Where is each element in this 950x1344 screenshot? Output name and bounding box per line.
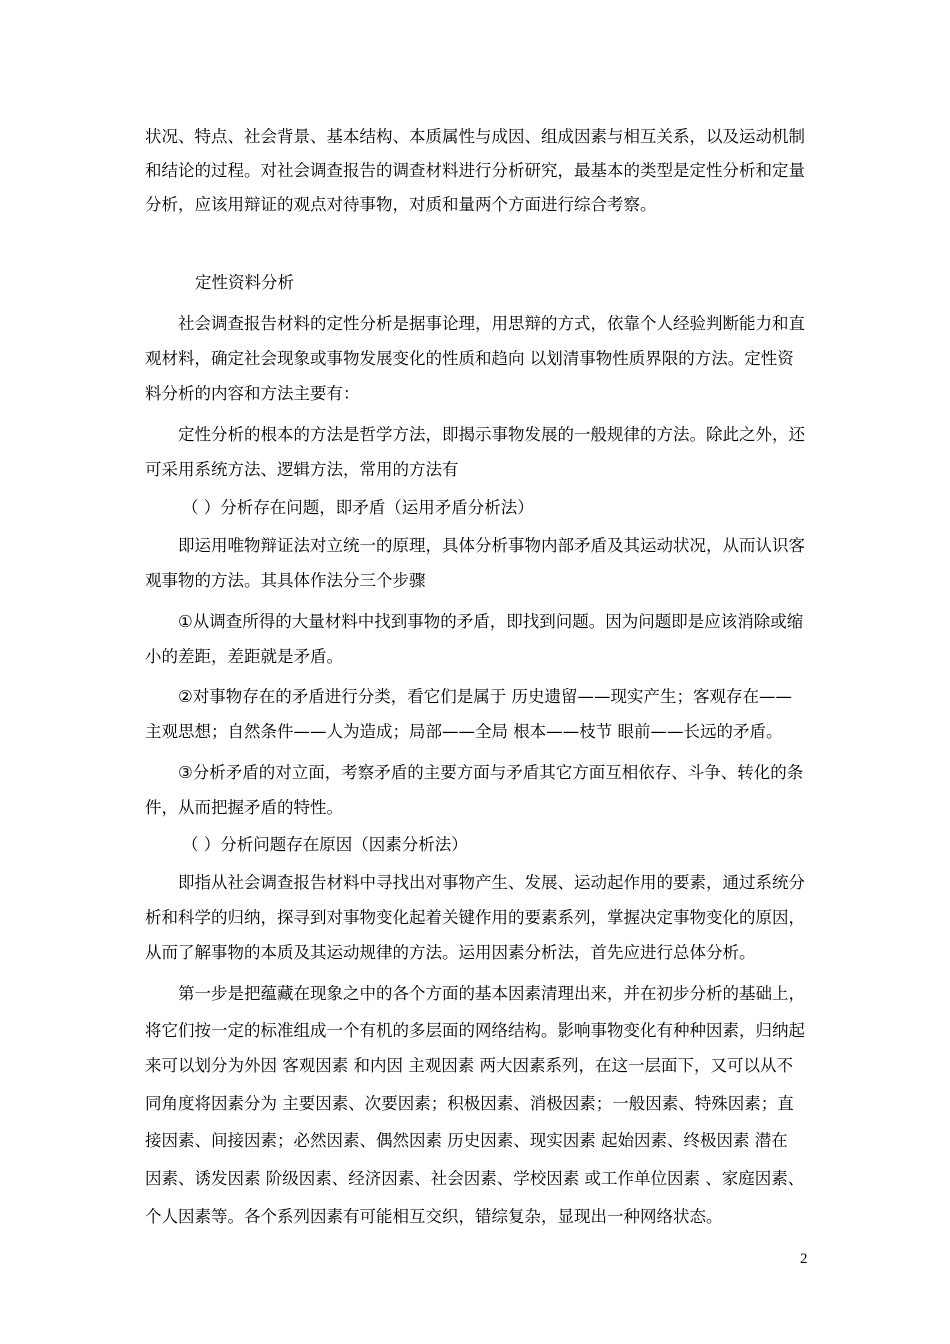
paragraph-line: 社会调查报告材料的定性分析是据事论理，用思辩的方式，依靠个人经验判断能力和直 bbox=[178, 314, 805, 333]
paragraph-line: 和结论的过程。对社会调查报告的调查材料进行分析研究，最基本的类型是定性分析和定量 bbox=[145, 161, 805, 180]
paragraph-line: 个人因素等。各个系列因素有可能相互交织，错综复杂，显现出一种网络状态。 bbox=[145, 1207, 723, 1226]
paragraph-line: 分析，应该用辩证的观点对待事物，对质和量两个方面进行综合考察。 bbox=[145, 195, 657, 214]
paragraph-line: ②对事物存在的矛盾进行分类，看它们是属于 历史遗留——现实产生；客观存在—— bbox=[178, 687, 793, 706]
paragraph-line: 从而了解事物的本质及其运动规律的方法。运用因素分析法，首先应进行总体分析。 bbox=[145, 943, 756, 962]
paragraph-line: 可采用系统方法、逻辑方法，常用的方法有 bbox=[145, 460, 459, 479]
paragraph-line: 析和科学的归纳，探寻到对事物变化起着关键作用的要素系列，掌握决定事物变化的原因， bbox=[145, 908, 805, 927]
paragraph-line: 接因素、间接因素；必然因素、偶然因素 历史因素、现实因素 起始因素、终极因素 潜在 bbox=[145, 1131, 788, 1150]
paragraph-line: 第一步是把蕴藏在现象之中的各个方面的基本因素清理出来，并在初步分析的基础上， bbox=[178, 984, 805, 1003]
paragraph-line: 因素、诱发因素 阶级因素、经济因素、社会因素、学校因素 或工作单位因素 、家庭因素、 bbox=[145, 1169, 805, 1188]
paragraph-line: 主观思想；自然条件——人为造成；局部——全局 根本——枝节 眼前——长远的矛盾。 bbox=[145, 722, 783, 741]
subsection-heading: （ ）分析存在问题，即矛盾（运用矛盾分析法） bbox=[182, 498, 534, 517]
paragraph-line: 观材料，确定社会现象或事物发展变化的性质和趋向 以划清事物性质界限的方法。定性资 bbox=[145, 349, 794, 368]
paragraph-line: 小的差距，差距就是矛盾。 bbox=[145, 647, 343, 666]
paragraph-line: ③分析矛盾的对立面，考察矛盾的主要方面与矛盾其它方面互相依存、斗争、转化的条 bbox=[178, 763, 804, 782]
subsection-heading: （ ）分析问题存在原因（因素分析法） bbox=[182, 835, 468, 854]
paragraph-line: ①从调查所得的大量材料中找到事物的矛盾，即找到问题。因为问题即是应该消除或缩 bbox=[178, 612, 804, 631]
paragraph-line: 同角度将因素分为 主要因素、次要因素；积极因素、消极因素；一般因素、特殊因素；直 bbox=[145, 1094, 794, 1113]
paragraph-line: 即指从社会调查报告材料中寻找出对事物产生、发展、运动起作用的要素，通过系统分 bbox=[178, 873, 805, 892]
paragraph-line: 来可以划分为外因 客观因素 和内因 主观因素 两大因素系列，在这一层面下，又可以从不 bbox=[145, 1056, 793, 1075]
page-number: 2 bbox=[800, 1251, 808, 1267]
paragraph-line: 件，从而把握矛盾的特性。 bbox=[145, 798, 343, 817]
paragraph-line: 定性分析的根本的方法是哲学方法，即揭示事物发展的一般规律的方法。除此之外，还 bbox=[178, 425, 805, 444]
paragraph-line: 状况、特点、社会背景、基本结构、本质属性与成因、组成因素与相互关系，以及运动机制 bbox=[145, 127, 805, 146]
paragraph-line: 即运用唯物辩证法对立统一的原理，具体分析事物内部矛盾及其运动状况，从而认识客 bbox=[178, 536, 805, 555]
paragraph-line: 料分析的内容和方法主要有： bbox=[145, 384, 360, 403]
paragraph-line: 观事物的方法。其具体作法分三个步骤 bbox=[145, 571, 426, 590]
section-heading: 定性资料分析 bbox=[195, 273, 294, 292]
paragraph-line: 将它们按一定的标准组成一个有机的多层面的网络结构。影响事物变化有种种因素，归纳起 bbox=[145, 1021, 805, 1040]
